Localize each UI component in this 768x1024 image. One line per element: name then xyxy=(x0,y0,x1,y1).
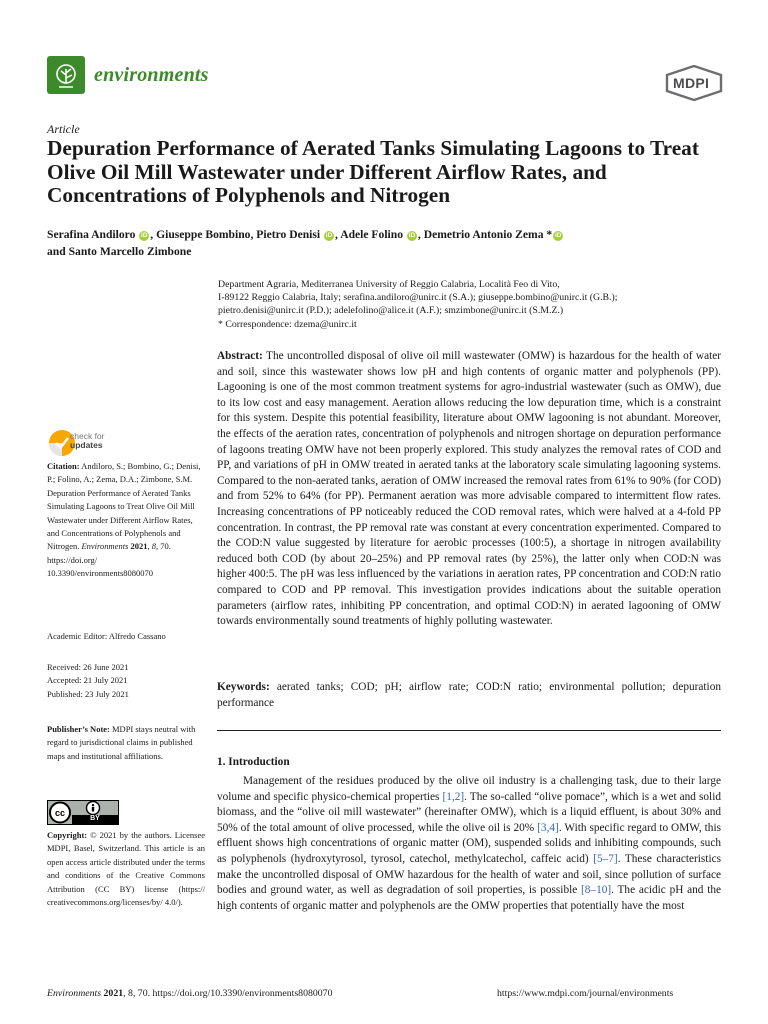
article-type: Article xyxy=(47,122,80,136)
abstract xyxy=(217,349,721,630)
abstract-text: The uncontrolled disposal of olive oil mill wastewater (OMW) is hazardous for the health of water and soil, since this wastewater shows low pH and high contents of organic matter and polyphenols (PP). Lagooning is one of the most common treatment systems for agro-industrial wastewater (such as OMW), due to its low cost and easy management. Aeration allows reducing the low depuration time, which is a constraint for this system. Despite this potential feasibility, literature about OMW lagooning is not abundant. Moreover, the effects of the aeration rates, concentration of polyphenols and nitrogen shortage on depuration performance of lagoons treating OMW have not been properly explored. This study analyzes the removal rates of COD and PP, and variations of pH in OMW treated in aerated tanks at the laboratory scale simulating lagooning systems. Compared to the non-aerated tanks, aeration of OMW increased the removal rates from 61% to 90% (for COD) and from 52% to 64% (for PP). Permanent aeration was more advisable compared to intermittent flow rates. Increasing concentrations of PP noticeably reduced the COD removal rates, which were halved at a 4-fold PP concentration. In contrast, the PP removal rate was constant at every concentration experimented. Compared to the COD:N value suggested by literature for aerobic processes (100:5), a shortage in nitrogen availability reduced both COD (by about 20–25%) and PP removal rates (by 25%), the latter only when COD:N was higher 400:5. The pH was less influenced by the variations in aeration rates, PP concentration and COD:N ratio compared to COD and PP removal. This investigation provides indications about the suitable operation parameters (airflow rates, inhibiting PP concentration, and optimal COD:N) in aerated lagooning of OMW towards environmentally sound treatments of highly polluting wastewater. xyxy=(217,350,721,628)
reference-link[interactable]: [5–7] xyxy=(593,852,618,865)
orcid-icon[interactable]: iD xyxy=(325,232,333,239)
footer-journal: Environments xyxy=(47,988,102,999)
affiliation-line: pietro.denisi@unirc.it (P.D.); adelefolino@alice.it (A.F.); smzimbone@unirc.it (S.M.Z.) xyxy=(218,305,564,317)
received-date: Received: 26 June 2021 xyxy=(47,662,129,672)
author-name: and Santo Marcello Zimbone xyxy=(47,245,192,258)
intro-text: . The so-called “olive pomace”, which is a wet and solid biomass, and the “olive oil mill wastewater” (hereinafter OMW), which is a liquid effluent, is about 30% and 50% of the total amount of olive processed, while the olive oil is 20% xyxy=(217,790,721,834)
reference-link[interactable]: [3,4] xyxy=(537,821,559,834)
citation-text: Andiloro, S.; Bombino, G.; Denisi, P.; Folino, A.; Zema, D.A.; Zimbone, S.M. Depuration Performance of Aerated Tanks Simulating Lagoons to Treat Olive Oil Mill Wastewater under Different Airflow Rates, and Concentrations of Polyphenols and Nitrogen. xyxy=(47,461,201,552)
dates-block xyxy=(47,661,205,701)
author-name: Demetrio Antonio Zema * xyxy=(423,228,553,241)
footer-citation xyxy=(47,988,332,999)
mdpi-wordmark: MDPI xyxy=(673,75,710,91)
publisher-note-text: MDPI stays neutral with regard to jurisdictional claims in published maps and institutional affiliations. xyxy=(47,724,196,761)
keywords-text: aerated tanks; COD; pH; airflow rate; COD:N ratio; environmental pollution; depuration performance xyxy=(217,681,721,709)
citation-label: Citation: xyxy=(47,461,80,471)
orcid-icon[interactable]: iD xyxy=(554,232,562,239)
author-name: Adele Folino xyxy=(340,228,404,241)
divider xyxy=(217,730,721,731)
publisher-note-label: Publisher’s Note: xyxy=(47,724,110,734)
copyright-label: Copyright: xyxy=(47,830,88,840)
reference-link[interactable]: [1,2] xyxy=(442,790,465,803)
citation-journal: Environments xyxy=(81,541,129,552)
affiliation-line: Department Agraria, Mediterranea University of Reggio Calabria, Località Feo di Vito, xyxy=(218,279,560,290)
author-name: Giuseppe Bombino, Pietro Denisi xyxy=(156,228,321,241)
affiliation-line: I-89122 Reggio Calabria, Italy; serafina.andiloro@unirc.it (S.A.); giuseppe.bombino@unirc.it (G.B.); xyxy=(218,292,618,304)
copyright-notice xyxy=(47,829,205,909)
accepted-date: Accepted: 21 July 2021 xyxy=(47,675,128,686)
cc-by-label: BY xyxy=(90,814,100,822)
intro-text: Management of the residues produced by the olive oil industry is a challenging task, due to their large volume and specific physico-chemical properties xyxy=(217,775,721,803)
journal-name: environments xyxy=(94,64,209,86)
correspondence-line: * Correspondence: dzema@unirc.it xyxy=(218,318,357,330)
footer-url[interactable]: https://www.mdpi.com/journal/environments xyxy=(497,988,674,999)
orcid-icon[interactable]: iD xyxy=(141,232,148,239)
abstract-label: Abstract: xyxy=(217,350,263,362)
intro-text: . The acidic pH and the high contents of organic matter and polyphenols are the OMW properties that potentially have the most xyxy=(217,884,721,912)
page-title: Depuration Performance of Aerated Tanks Simulating Lagoons to Treat Olive Oil Mill Wastewater under Different Airflow Rates, and Concentrations of Polyphenols and Nitrogen xyxy=(47,136,699,207)
affiliation xyxy=(218,278,738,331)
intro-text: . These characteristics make the uncontrolled disposal of OMW hazardous for the health of water and soil, since pollution of surface bodies and ground water, as well as degradation of soil properties, is possible xyxy=(217,852,721,897)
citation-block: Citation: Andiloro, S.; Bombino, G.; Denisi, P.; Folino, A.; Zema, D.A.; Zimbone, S.M. Depuration Performance of Aerated Tanks Simulating Lagoons to Treat Olive Oil Mill Wastewater under Different Airflow Rates, and Concentrations of Polyphenols and Nitrogen. Environments 2021, 8, 70. https://doi.org/ 10.3390/environments8080070 xyxy=(47,461,201,579)
academic-editor: Academic Editor: Alfredo Cassano xyxy=(47,631,166,641)
keywords xyxy=(217,680,721,711)
orcid-icon[interactable]: iD xyxy=(408,232,416,239)
published-date: Published: 23 July 2021 xyxy=(47,688,129,699)
updates-label: updates xyxy=(70,440,103,450)
citation-year: 2021 xyxy=(130,541,148,552)
citation-doi[interactable]: https://doi.org/ xyxy=(47,554,98,565)
footer-doi[interactable]: , 8, 70. https://doi.org/10.3390/environments8080070 xyxy=(123,988,333,999)
intro-text: . With specific regard to OMW, this effluent shows high concentrations of organic matter (OM), suspended solids and inhibiting compounds, such as polyphenols (hydroxytyrosol, tyrosol, catechol, methylcatechol, caffeic acid) xyxy=(217,821,721,865)
cc-by-license-badge[interactable] xyxy=(47,800,119,825)
journal-logo-icon xyxy=(47,56,85,94)
citation-volume: 8 xyxy=(151,541,156,552)
citation-pages: , 70. xyxy=(156,541,171,552)
section-heading: 1. Introduction xyxy=(217,756,290,768)
footer-year: 2021 xyxy=(103,988,124,999)
copyright-text: © 2021 by the authors. Licensee MDPI, Basel, Switzerland. This article is an open access article distributed under the terms and conditions of the Creative Commons Attribution (CC BY) license (https:// creativecommons.org/licenses/by/ 4.0/). xyxy=(47,830,205,908)
publisher-note xyxy=(47,723,205,763)
keywords-label: Keywords: xyxy=(217,681,270,693)
check-for-label: check for xyxy=(70,431,105,441)
reference-link[interactable]: [8–10] xyxy=(581,884,612,897)
svg-text:cc: cc xyxy=(54,808,66,818)
author-name: Serafina Andiloro xyxy=(47,228,136,241)
author-list: Serafina Andiloro iD , Giuseppe Bombino, Pietro Denisi iD , Adele Folino iD , Demetrio Antonio Zema * iD and Santo Marcello Zimbone xyxy=(47,228,562,258)
citation-doi[interactable]: 10.3390/environments8080070 xyxy=(47,568,154,579)
mdpi-logo xyxy=(665,65,723,106)
intro-paragraph xyxy=(217,774,721,914)
